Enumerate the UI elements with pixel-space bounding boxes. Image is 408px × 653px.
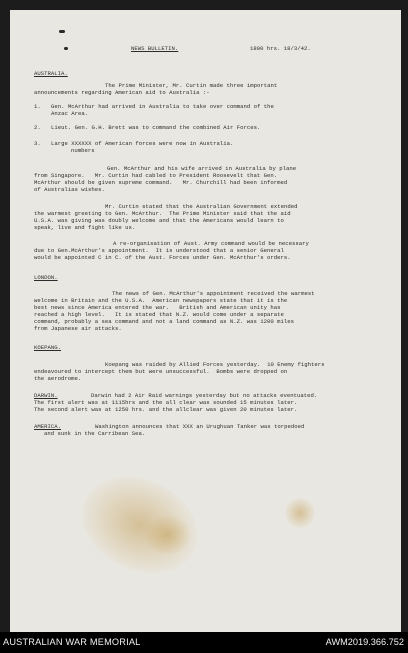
paragraph-line: command, probably a sea command and not a land command as N.Z. was 1200 miles: [34, 318, 295, 325]
item-number: 3.: [34, 140, 41, 147]
paragraph-line: endeavoured to intercept them but were unsuccessful. Bombs were dropped on: [34, 368, 288, 375]
paragraph-line: would be appointed C in C. of the Aust. Forces under Gen. McArthur's orders.: [34, 254, 291, 261]
heading-koepang: KOEPANG.: [34, 344, 62, 351]
paragraph-line: the warmest greeting to Gen. McArthur. The Prime Minister said that the aid: [34, 210, 291, 217]
footer-bar: [0, 632, 408, 653]
paragraph-line: U.S.A. was giving was doubly welcome and that the Americans would learn to: [34, 217, 284, 224]
bulletin-time: 1800 hrs. 18/3/42.: [250, 45, 311, 52]
paragraph-line: The first alert was at 1115hrs and the all clear was sounded 15 minutes later.: [34, 399, 298, 406]
item-line: Gen. McArthur had arrived in Australia to take over command of the: [51, 103, 274, 110]
handwritten-correction: numbers: [71, 147, 95, 154]
item-number: 2.: [34, 124, 41, 131]
paragraph-line: from Singapore. Mr. Curtin had cabled to President Roosevelt that Gen.: [34, 172, 278, 179]
heading-darwin: DARWIN.: [34, 392, 58, 399]
paragraph-line: due to Gen.McArthur's appointment. It is understood that a senior General: [34, 247, 284, 254]
intro-line: announcements regarding American aid to Australia :-: [34, 89, 210, 96]
punch-hole: [64, 47, 68, 50]
intro-line: The Prime Minister, Mr. Curtin made three important: [105, 82, 278, 89]
footer-source: AUSTRALIAN WAR MEMORIAL: [3, 637, 141, 647]
heading-london: LONDON.: [34, 274, 58, 281]
paragraph-line: and sunk in the Carribean Sea.: [44, 430, 146, 437]
paragraph-line: the aerodrome.: [34, 375, 82, 382]
paragraph-line: Darwin had 2 Air Raid warnings yesterday but no attacks eventuated.: [91, 392, 318, 399]
paragraph-line: Gen. McArthur and his wife arrived in Australia by plane: [107, 165, 297, 172]
water-stain: [285, 498, 315, 528]
paragraph-line: speak, live and fight like us.: [34, 224, 136, 231]
paragraph-line: from Japanese air attacks.: [34, 325, 122, 332]
paragraph-line: reached a high level. It is stated that N.Z. would come under a separate: [34, 311, 284, 318]
punch-hole: [59, 30, 65, 33]
paragraph-line: welcome in Britain and the U.S.A. American newspapers state that it is the: [34, 297, 288, 304]
paragraph-line: McArthur should be given supreme command. Mr. Churchill had been informed: [34, 179, 288, 186]
paragraph-line: The news of Gen. McArthur's appointment received the warmest: [112, 290, 315, 297]
heading-australia: AUSTRALIA.: [34, 70, 68, 77]
paragraph-line: The second alert was at 1250 hrs. and the allclear was given 20 minutes later.: [34, 406, 298, 413]
water-stain: [145, 515, 190, 555]
paragraph-line: Washington announces that XXX an Urughuan Tanker was torpedoed: [95, 423, 305, 430]
paragraph-line: A re-organisation of Aust. Army command would be necessary: [113, 240, 309, 247]
item-line: Large XXXXXX of American forces were now in Australia.: [51, 140, 234, 147]
item-number: 1.: [34, 103, 41, 110]
paragraph-line: best news since America entered the war. British and American unity has: [34, 304, 281, 311]
document-page: [10, 10, 401, 632]
bulletin-title: NEWS BULLETIN.: [131, 45, 179, 52]
footer-accession-number: AWM2019.366.752: [325, 637, 404, 647]
water-stain: [67, 459, 214, 591]
paragraph-line: Mr. Curtin stated that the Australian Government extended: [105, 203, 298, 210]
item-line: Lieut. Gen. G.H. Brett was to command the combined Air Forces.: [51, 124, 261, 131]
heading-america: AMERICA.: [34, 423, 62, 430]
paragraph-line: Koepang was raided by Allied Forces yesterday. 10 Enemy fighters: [105, 361, 325, 368]
paragraph-line: of Australias wishes.: [34, 186, 105, 193]
item-line: Anzac Area.: [51, 110, 89, 117]
